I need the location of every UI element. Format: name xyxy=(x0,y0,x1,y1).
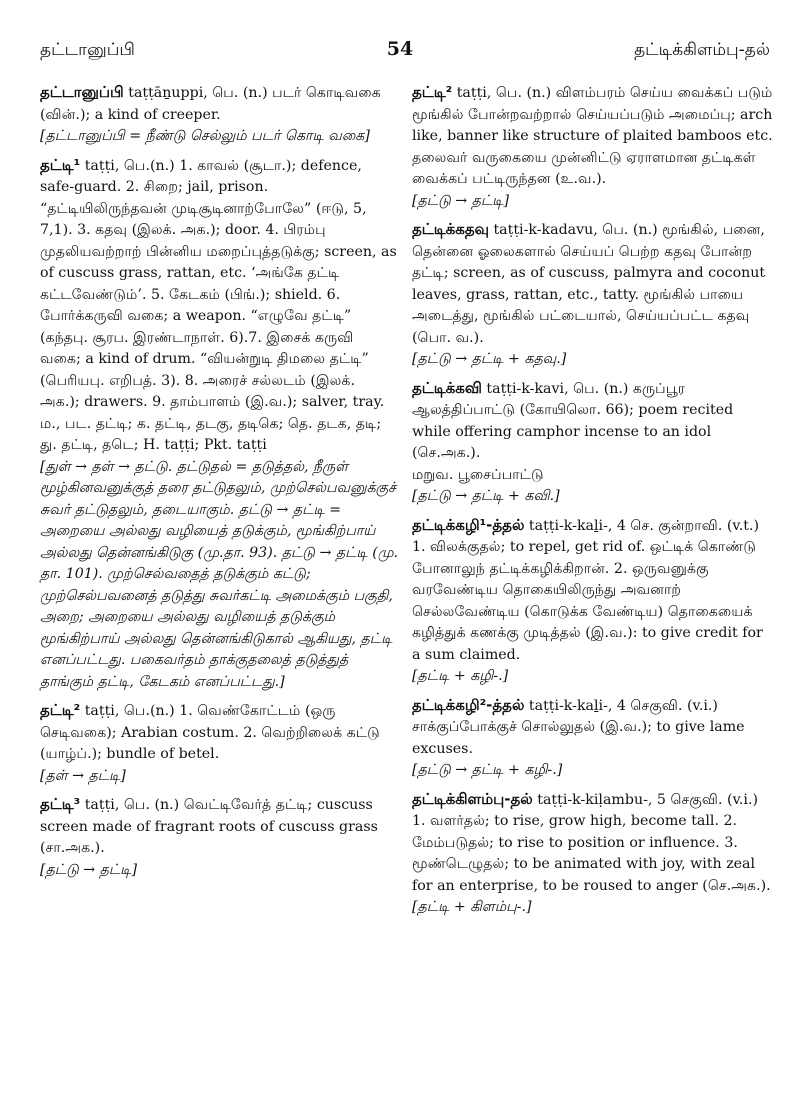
entry-tattikkavi xyxy=(412,378,774,508)
etymology: [தட்டு → தட்டி + கழி-.] xyxy=(412,762,563,778)
headword: தட்டி¹ xyxy=(40,155,81,174)
cognates: ம., பட. தட்டி; க. தட்டி, தடகு, தடிகெ; தெ. தடக, தடி; து. தட்டி, தடெ; H. taṭṭi; Pkt. taṭṭi xyxy=(40,415,382,453)
etymology: [தட்டு → தட்டி] xyxy=(412,192,509,209)
definition: taṭṭi, பெ. (n.) விளம்பரம் செய்ய வைக்கப் படும் மூங்கில் போன்றவற்றால் செய்யப்படும் அமைப்பு; arch like, banner like structure of plaited bamboos etc. தலைவர் வருகையை முன்னிட்டு ஏராளமான தட்டிகள் வைக்கப் பட்டிருந்தன (உ.வ.). xyxy=(412,85,773,187)
definition: taṭṭi-k-kaḻi-, 4 செ. குன்றாவி. (v.t.) 1. விலக்குதல்; to repel, get rid of. ஒட்டிக் கொண்டு போனாலுந் தட்டிக்கழிக்கிறான். 2. ஒருவனுக்கு வரவேண்டிய தொகையிலிருந்து அவனாற் செல்லவேண்டிய (கொடுக்க வேண்டிய) தொகையைக் கழித்துக் கணக்கு முடித்தல் (இ.வ.): to give credit for a sum claimed. xyxy=(412,517,763,663)
etymology: [துள் → தள் → தட்டு. தட்டுதல் = தடுத்தல், நீருள் மூழ்கினவனுக்குத் தரை தட்டுதலும், முற்செல்பவனுக்குச் சுவர் தட்டுதலும், தடையாகும். தட்டு → தட்டி = அறையை அல்லது வழியைத் தடுக்கும், மூங்கிற்பாய் அல்லது தென்னங்கிடுகு (மு.தா. 93). தட்டு → தட்டி (மு. தா. 101). முற்செல்வதைத் தடுக்கும் கட்டு; முற்செல்பவனைத் தடுத்து சுவர்கட்டி அமைக்கும் பகுதி, அறை; அறையை அல்லது வழியைத் தடுக்கும் மூங்கிற்பாய் அல்லது தென்னங்கிடுகால் ஆகியது, தட்டி எனப்பட்டது. பகைவர்தம் தாக்குதலைத் தடுத்துத் தாங்கும் தட்டி, கேடகம் எனப்பட்டது.] xyxy=(40,458,398,690)
definition: taṭṭi-k-kaḻi-, 4 செகுவி. (v.i.) சாக்குப்போக்குச் சொல்லுதல் (இ.வ.); to give lame excuses. xyxy=(412,697,745,757)
headword: தட்டிக்கதவு xyxy=(412,220,489,238)
definition: taṭṭi-k-kiḷambu-, 5 செகுவி. (v.i.) 1. வளர்தல்; to rise, grow high, become tall. 2. மேம்படுதல்; to rise to position or influence. 3. மூண்டெழுதல்; to be animated with joy, with zeal for an enterprise, to be roused to anger (செ.அக.). xyxy=(412,791,771,894)
headword: தட்டிக்கிளம்பு-தல் xyxy=(412,789,533,808)
headword: தட்டிக்கவி xyxy=(412,378,482,397)
page-number: 54 xyxy=(386,38,414,60)
right-column xyxy=(412,82,774,926)
etymology: [தட்டு → தட்டி + கவி.] xyxy=(412,488,560,504)
entry-tatti-3 xyxy=(40,794,398,881)
synonym-note: மறுவ. பூசைப்பாட்டு xyxy=(412,466,544,483)
definition: taṭṭi-k-kadavu, பெ. (n.) மூங்கில், பனை, தென்னை ஓலைகளால் செய்யப் பெற்ற கதவு போன்ற தட்டி; screen, as of cuscuss, palmyra and coconut leaves, grass, rattan, etc., tatty. மூங்கில் பாயை அடைத்து, மூங்கில் பட்டையால், செய்யப்பட்ட கதவு (பொ. வ.). xyxy=(412,222,766,346)
entry-tatti-2-banner xyxy=(412,82,774,212)
headword: தட்டி² xyxy=(40,701,81,719)
definition: taṭṭi, பெ.(n.) 1. வெண்கோட்டம் (ஒரு செடிவகை); Arabian costum. 2. வெற்றிலைக் கட்டு (யாழ்ப்.); bundle of betel. xyxy=(40,703,380,762)
definition: taṭṭi, பெ. (n.) வெட்டிவேர்த் தட்டி; cuscuss screen made of fragrant roots of cuscuss grass (சா.அக.). xyxy=(40,797,378,856)
header-right-guideword: தட்டிக்கிளம்பு-தல் xyxy=(634,40,770,60)
entry-tattikkazhi-2 xyxy=(412,695,774,782)
etymology: [தட்டி + கிளம்பு-.] xyxy=(412,899,532,915)
etymology: [தட்டு → தட்டி] xyxy=(40,861,137,878)
etymology: [தட்டி + கழி-.] xyxy=(412,668,509,684)
entry-tattikkazhi-1 xyxy=(412,515,774,688)
definition: taṭṭi-k-kavi, பெ. (n.) கருப்பூர ஆலத்திப்பாட்டு (கோயிலொ. 66); poem recited while offering camphor incense to an idol (செ.அக.). xyxy=(412,380,734,461)
etymology: [தட்டு → தட்டி + கதவு.] xyxy=(412,351,567,367)
headword: தட்டி³ xyxy=(40,795,81,813)
page-header xyxy=(0,30,800,70)
left-column xyxy=(40,82,398,888)
headword: தட்டானுப்பி xyxy=(40,83,124,101)
headword: தட்டிக்கழி¹-த்தல் xyxy=(412,515,525,534)
definition: taṭṭāṉuppi, பெ. (n.) படர் கொடிவகை (வின்.); a kind of creeper. xyxy=(40,85,381,123)
definition: taṭṭi, பெ.(n.) 1. காவல் (சூடா.); defence, safe-guard. 2. சிறை; jail, prison. “தட்டியிலிருந்தவன் முடிசூடினாற்போலே” (ஈடு, 5, 7,1). 3. கதவு (இலக். அக.); door. 4. பிரம்பு முதலியவற்றாற் பின்னிய மறைப்புத்தடுக்கு; screen, as of cuscuss grass, rattan, etc. ‘அங்கே தட்டி கட்டவேண்டும்’. 5. கேடகம் (பிங்.); shield. 6. போர்க்கருவி வகை; a weapon. “எழுவே தட்டி” (கந்தபு. சூரப. இரண்டாநாள். 6).7. இசைக் கருவி வகை; a kind of drum. “வியன்றுடி திமலை தட்டி” (பெரியபு. எறிபத். 3). 8. அரைச் சல்லடம் (இலக். அக.); drawers. 9. தாம்பாளம் (இ.வ.); salver, tray. xyxy=(40,157,397,410)
entry-tattikkilambu xyxy=(412,789,774,919)
entry-tatti-1 xyxy=(40,155,398,694)
entry-tattikkadavu xyxy=(412,219,774,371)
etymology: [தள் → தட்டி] xyxy=(40,767,126,784)
entry-tattanuppi xyxy=(40,82,398,148)
headword: தட்டிக்கழி²-த்தல் xyxy=(412,695,525,714)
header-left-guideword: தட்டானுப்பி xyxy=(40,40,135,60)
entry-tatti-2 xyxy=(40,700,398,787)
headword: தட்டி² xyxy=(412,83,453,101)
etymology: [தட்டானுப்பி = நீண்டு செல்லும் படர் கொடி வகை] xyxy=(40,128,370,144)
